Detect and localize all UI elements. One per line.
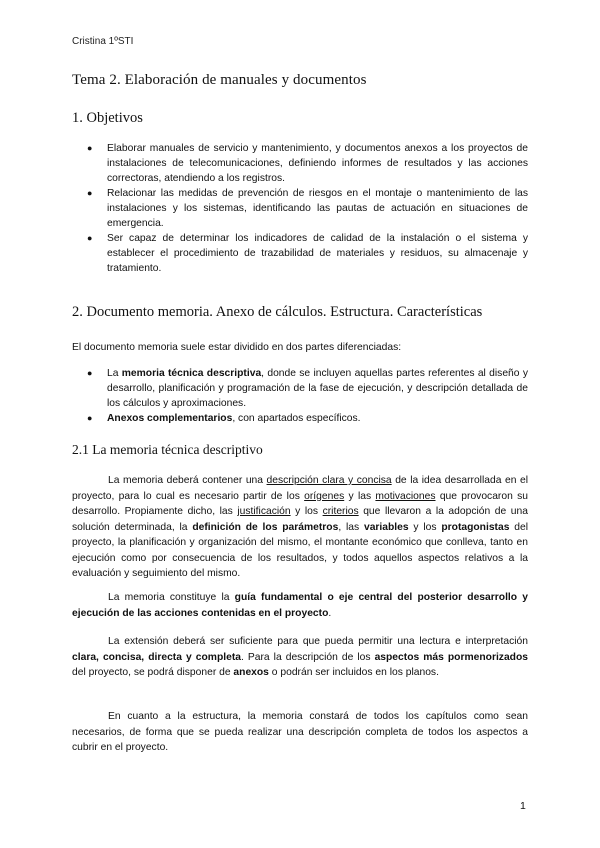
objective-text: Relacionar las medidas de prevención de riesgos en el montaje o mantenimiento de las instalaciones y los sistemas, identificando las pautas de actuación en situaciones de emergencia.	[107, 188, 528, 229]
document-title: Tema 2. Elaboración de manuales y documentos	[72, 72, 367, 88]
objective-text: Ser capaz de determinar los indicadores de calidad de la instalación o el sistema y establecer el procedimiento de trazabilidad de materiales y residuos, su almacenaje y tratamiento.	[107, 233, 528, 274]
list-item: ● Anexos complementarios, con apartados específicos.	[87, 413, 361, 424]
page-number: 1	[520, 800, 526, 812]
list-item	[72, 186, 528, 231]
paragraph-structure: En cuanto a la estructura, la memoria constará de todos los capítulos como sean necesarios, de forma que se pueda realizar una descripción completa de todos los aspectos a cubrir en el proyecto.	[72, 711, 528, 753]
section-2-heading: 2. Documento memoria. Anexo de cálculos. Estructura. Características	[72, 304, 483, 320]
bullet-icon: ●	[87, 413, 93, 423]
section-1-heading: 1. Objetivos	[72, 110, 143, 126]
paragraph-guide: La memoria constituye la guía fundamental o eje central del posterior desarrollo y ejecución de las acciones contenidas en el proyecto.	[72, 592, 529, 619]
bullet-icon: ●	[87, 143, 93, 153]
objectives-list	[72, 141, 528, 276]
bullet-icon: ●	[87, 368, 93, 378]
list-item	[72, 141, 528, 186]
bullet-icon: ●	[87, 233, 93, 243]
paragraph-extension: La extensión deberá ser suficiente para que pueda permitir una lectura e interpretación clara, concisa, directa y completa. Para la descripción de los aspectos más pormenorizados del proyecto, se podrá disponer de anexos o podrán ser incluidos en los planos.	[72, 636, 528, 678]
paragraph-description: La memoria deberá contener una descripción clara y concisa de la idea desarrollada en el proyecto, para lo cual es necesario partir de los orígenes y las motivaciones que provocaron su desarrollo. Propiamente dicho, las justificación y los criterios que llevaron a la adopción de una solución determinada, la definición de los parámetros, las variables y los protagonistas del proyecto, la planificación y organización del mismo, el montante económico que conlleva, tanto en ejecución como por consecuencia de los resultados, y todos aquellos aspectos relativos a la evaluación y seguimiento del mismo.	[72, 475, 528, 579]
objective-text: Elaborar manuales de servicio y mantenimiento, y documentos anexos a los proyectos de instalaciones de telecomunicaciones, definiendo informes de resultados y las acciones correctoras, atendiendo a los registros.	[107, 143, 528, 184]
section-2-1-heading: 2.1 La memoria técnica descriptivo	[72, 442, 263, 457]
list-item: ● La memoria técnica descriptiva, donde se incluyen aquellas partes referentes al diseño y desarrollo, planificación y programación de la fase de ejecución, y descripción detallada de los cálculos y aproximaciones.	[87, 368, 528, 409]
memoria-parts-list	[72, 366, 528, 426]
page-header-author: Cristina 1ºSTI	[72, 36, 134, 47]
section-2-intro: El documento memoria suele estar dividido en dos partes diferenciadas:	[72, 342, 402, 353]
bullet-icon: ●	[87, 188, 93, 198]
list-item	[72, 231, 528, 276]
